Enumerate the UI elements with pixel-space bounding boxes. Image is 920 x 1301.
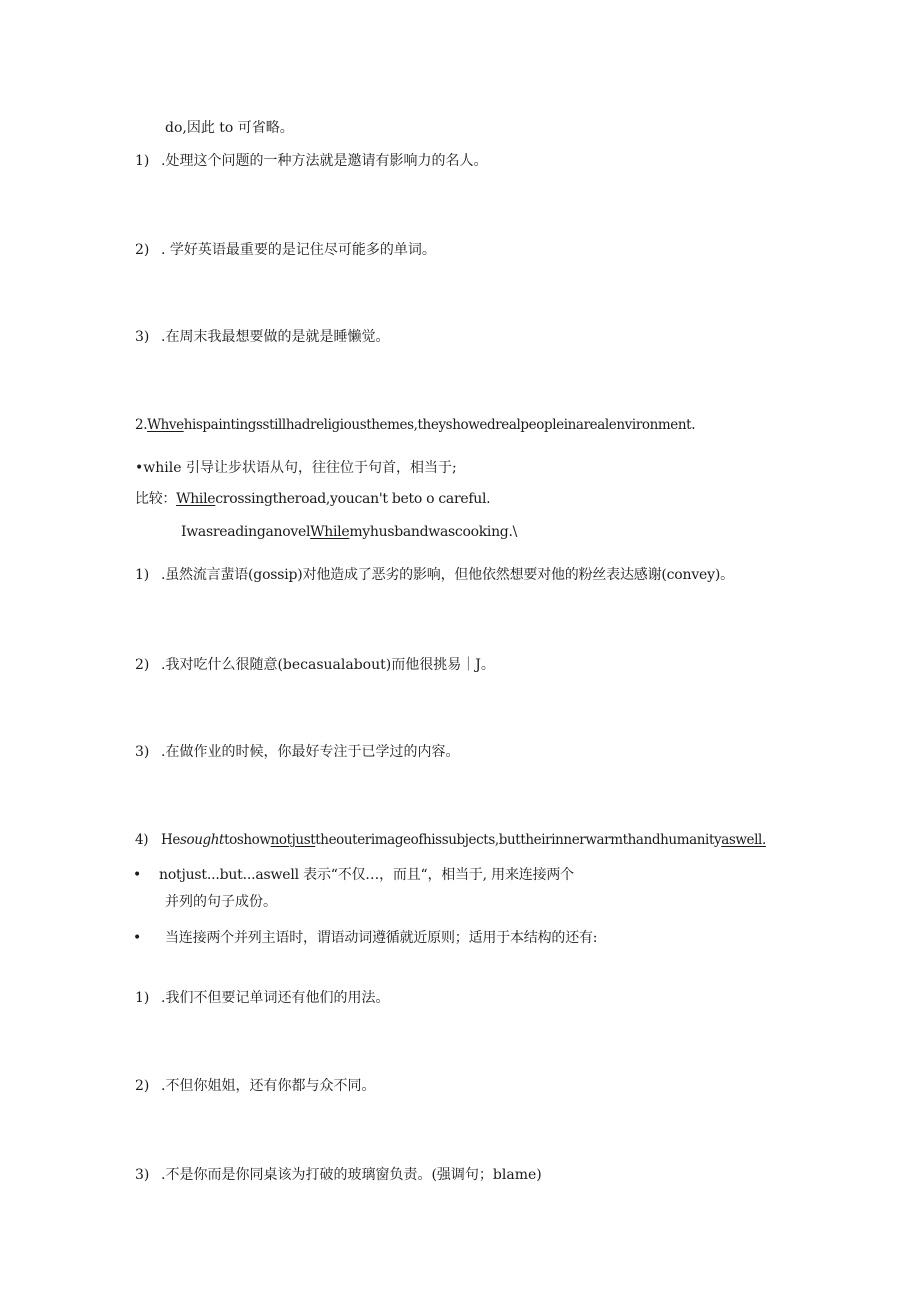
item-text: .不但你姐姐，还有你都与众不同。 [161, 1078, 376, 1094]
sentence-2-rest: hispaintingsstillhadreligiousthemes,theyshowedrealpeopleinarealenvironment. [183, 417, 696, 433]
bullet-icon: • [133, 930, 142, 946]
sentence-2-underlined: Whve [147, 417, 184, 433]
item-text: .虽然流言蜚语(gossip)对他造成了恶劣的影响，但他依然想要对他的粉丝表达感谢(convey)。 [161, 567, 734, 583]
list-item [135, 565, 734, 585]
list-item [135, 151, 487, 171]
item-number: 3) [135, 1167, 150, 1183]
compare-ex1-rest: crossingtheroad,youcan't beto o careful. [215, 491, 491, 507]
sentence-4-part: theouterimageofhissubjects,buttheirinnerwarmthandhumanity [315, 832, 722, 848]
sentence-4-part: toshow [224, 832, 271, 848]
sentence-4-underlined: notjust [270, 832, 316, 848]
compare-label: 比较： [135, 491, 177, 507]
bullet-item [133, 892, 277, 912]
item-number: 1) [135, 567, 149, 583]
item-text: .我们不但要记单词还有他们的用法。 [161, 990, 390, 1006]
compare-ex2-rest: myhusbandwascooking.\ [349, 524, 518, 540]
item-text: .处理这个问题的一种方法就是邀请有影响力的名人。 [161, 153, 488, 169]
item-text: .在做作业的时候，你最好专注于已学过的内容。 [161, 744, 460, 760]
sentence-2-prefix: 2. [135, 417, 148, 433]
item-number: 3) [135, 329, 150, 345]
list-item [135, 988, 389, 1008]
sentence-4-underlined: aswell. [721, 832, 766, 848]
list-item [135, 240, 436, 260]
sentence-4-italic: sought [179, 832, 225, 848]
compare-ex2-underlined: While [310, 524, 350, 540]
sentence-2 [135, 415, 695, 435]
item-text: .我对吃什么很随意(becasualabout)而他很挑易｜J。 [161, 657, 495, 673]
bullet-item [133, 928, 597, 948]
compare-ex1-underlined: While [176, 491, 216, 507]
item-text: .不是你而是你同桌该为打破的玻璃窗负责。(强调句；blame) [161, 1167, 542, 1183]
item-number: 2) [135, 657, 150, 673]
list-item [135, 1076, 375, 1096]
intro-tail: do,因此 to 可省略。 [165, 120, 294, 136]
compare-example-1 [135, 489, 490, 509]
sentence-4 [135, 830, 766, 850]
item-text: .在周末我最想要做的是就是睡懒觉。 [161, 329, 390, 345]
compare-ex2-prefix: Iwasreadinganovel [181, 524, 311, 540]
item-number: 3) [135, 744, 150, 760]
bullet-text: 当连接两个并列主语时，谓语动词遵循就近原则；适用于本结构的还有: [165, 930, 598, 946]
bullet-text: notjust...but...aswell 表示“不仅…，而且“，相当于, 用来连接两个 [159, 867, 574, 883]
list-item [135, 1165, 542, 1185]
item-number: 2) [135, 1078, 150, 1094]
item-number: 1) [135, 153, 150, 169]
item-text: . 学好英语最重要的是记住尽可能多的单词。 [161, 242, 436, 258]
note-while: •while 引导让步状语从句，往往位于句首，相当于; [135, 460, 457, 476]
compare-example-2 [181, 522, 517, 542]
sentence-4-part: He [161, 832, 180, 848]
bullet-item [133, 865, 574, 885]
list-item [135, 742, 459, 762]
bullet-icon: • [133, 867, 142, 883]
item-number: 2) [135, 242, 150, 258]
item-number: 4) [135, 832, 149, 848]
list-item [135, 655, 495, 675]
bullet-text: 并列的句子成份。 [165, 894, 277, 910]
list-item [135, 327, 389, 347]
item-number: 1) [135, 990, 150, 1006]
